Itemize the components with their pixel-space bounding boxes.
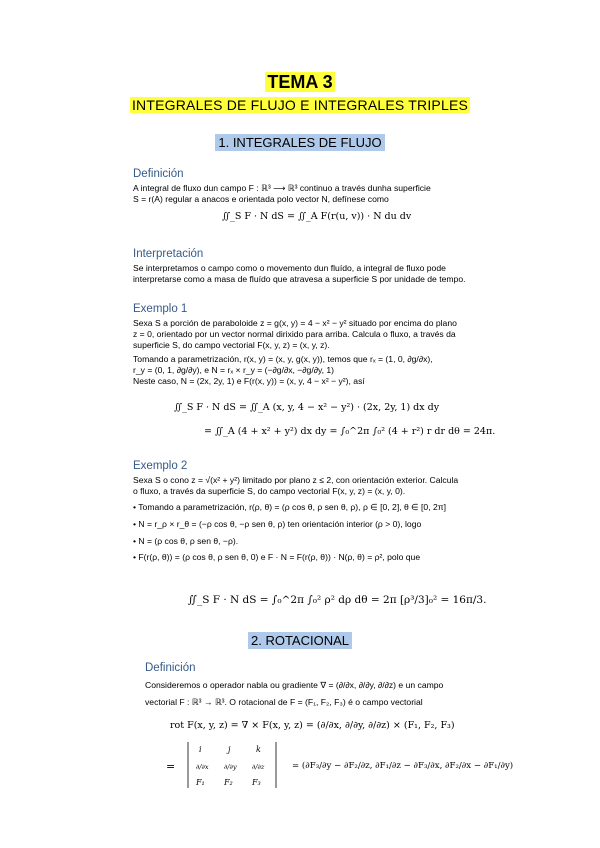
curl-determinant-matrix (166, 740, 286, 790)
curl-expanded-equation: = (∂F₃/∂y − ∂F₂/∂z, ∂F₁/∂z − ∂F₃/∂x, ∂F₂/∂x − ∂F₁/∂y) (292, 761, 514, 771)
bullet-2-text: N = r_ρ × r_θ = (−ρ cos θ, −ρ sen θ, ρ) ten orientación interior (ρ > 0), logo (138, 519, 422, 529)
example-1-heading: Exemplo 1 (133, 303, 188, 315)
bullet-1-text: Tomando a parametrización, r(ρ, θ) = (ρ cos θ, ρ sen θ, ρ), ρ ∈ [0, 2], θ ∈ [0, 2π] (138, 502, 447, 512)
interpretation-heading: Interpretación (133, 248, 204, 260)
example-2-heading: Exemplo 2 (133, 460, 188, 472)
matrix-k: k (256, 745, 261, 754)
section-1-text: 1. INTEGRALES DE FLUJO (215, 134, 384, 151)
matrix-i: i (199, 745, 202, 754)
section-heading-1 (0, 135, 600, 150)
matrix-F1: F₁ (196, 778, 205, 787)
example-1-equation-2: = ∬_A (4 + x² + y²) dx dy = ∫₀^2π ∫₀² (4 + r²) r dr dθ = 24π. (204, 426, 496, 437)
example-2-line-2: o fluxo, a través da superficie S, do campo vectorial F(x, y, z) = (x, y, 0). (133, 486, 406, 496)
definition-2-heading: Definición (145, 662, 196, 674)
section-heading-2 (0, 633, 600, 648)
definition-line-2: S = r(A) regular a anacos e orientada polo vector N, defínese como (133, 194, 389, 204)
example-1-line-5: r_y = (0, 1, ∂g/∂y), e N = rₓ × r_y = (−∂g/∂x, −∂g/∂y, 1) (133, 365, 335, 375)
example-1-line-1: Sexa S a porción de paraboloide z = g(x, y) = 4 − x² − y² situado por encima do plano (133, 318, 457, 328)
definition-2-line-2: vectorial F : ℝ³ → ℝ³. O rotacional de F = (F₁, F₂, F₃) é o campo vectorial (145, 697, 423, 707)
example-1-line-2: z = 0, orientado por un vector normal dirixido para arriba. Calcula o fluxo, a través da (133, 329, 456, 339)
matrix-F2: F₂ (224, 778, 233, 787)
example-2-bullet-3: • N = (ρ cos θ, ρ sen θ, −ρ). (133, 536, 239, 546)
subtitle-text: INTEGRALES DE FLUJO E INTEGRALES TRIPLES (131, 97, 469, 113)
document-title (0, 72, 600, 93)
matrix-dy: ∂/∂y (224, 763, 237, 771)
interpretation-line-1: Se interpretamos o campo como o movemento dun fluído, a integral de fluxo pode (133, 263, 446, 273)
bullet-3-text: N = (ρ cos θ, ρ sen θ, −ρ). (138, 536, 239, 546)
matrix-F3: F₃ (252, 778, 261, 787)
matrix-dz: ∂/∂z (252, 763, 265, 771)
curl-definition-equation: rot F(x, y, z) = ∇ × F(x, y, z) = (∂/∂x, ∂/∂y, ∂/∂z) × (F₁, F₂, F₃) (170, 720, 455, 731)
determinant-svg (166, 740, 286, 790)
interpretation-text (133, 263, 473, 285)
section-2-text: 2. ROTACIONAL (248, 632, 352, 649)
example-2-bullet-1: • Tomando a parametrización, r(ρ, θ) = (ρ cos θ, ρ sen θ, ρ), ρ ∈ [0, 2], θ ∈ [0, 2π] (133, 502, 447, 512)
example-1-line-6: Neste caso, N = (2x, 2y, 1) e F(r(x, y)) = (x, y, 4 − x² − y²), así (133, 376, 365, 386)
flux-integral-equation: ∬_S F · N dS = ∬_A F(r(u, v)) · N du dv (222, 211, 412, 222)
definition-heading: Definición (133, 168, 184, 180)
equals-sign: = (166, 760, 176, 773)
matrix-j: j (228, 745, 231, 754)
example-1-equation-1: ∬_S F · N dS = ∬_A (x, y, 4 − x² − y²) · (2x, 2y, 1) dx dy (174, 402, 440, 413)
example-2-line-1: Sexa S o cono z = √(x² + y²) limitado por plano z ≤ 2, con orientación exterior. Calcula (133, 475, 459, 485)
document-subtitle (0, 97, 600, 113)
definition-line-1: A integral de fluxo dun campo F : ℝ³ ⟶ ℝ³ continuo a través dunha superficie (133, 183, 431, 193)
definition-2-text (145, 680, 465, 708)
definition-text (133, 183, 463, 205)
bullet-4-text: F(r(ρ, θ)) = (ρ cos θ, ρ sen θ, 0) e F · N = F(r(ρ, θ)) · N(ρ, θ) = ρ², polo que (138, 552, 421, 562)
example-1-line-4: Tomando a parametrización, r(x, y) = (x, y, g(x, y)), temos que rₓ = (1, 0, ∂g/∂x), (133, 354, 433, 364)
example-2-bullet-4: • F(r(ρ, θ)) = (ρ cos θ, ρ sen θ, 0) e F · N = F(r(ρ, θ)) · N(ρ, θ) = ρ², polo que (133, 552, 421, 562)
example-1-text (133, 318, 473, 387)
definition-2-line-1: Consideremos o operador nabla ou gradiente ∇ = (∂/∂x, ∂/∂y, ∂/∂z) e un campo (145, 680, 444, 690)
example-2-text (133, 475, 478, 497)
title-text: TEMA 3 (267, 72, 333, 92)
interpretation-line-2: interpretarse como a masa de fluído que atravesa a superficie S por unidade de tempo. (133, 274, 466, 284)
matrix-dx: ∂/∂x (196, 763, 209, 771)
example-1-line-3: superficie S, do campo vectorial F(x, y, z) = (x, y, z). (133, 340, 330, 350)
example-2-bullet-2: • N = r_ρ × r_θ = (−ρ cos θ, −ρ sen θ, ρ) ten orientación interior (ρ > 0), logo (133, 519, 422, 529)
example-2-equation: ∬_S F · N dS = ∫₀^2π ∫₀² ρ² dρ dθ = 2π [ρ³/3]₀² = 16π/3. (188, 594, 487, 606)
